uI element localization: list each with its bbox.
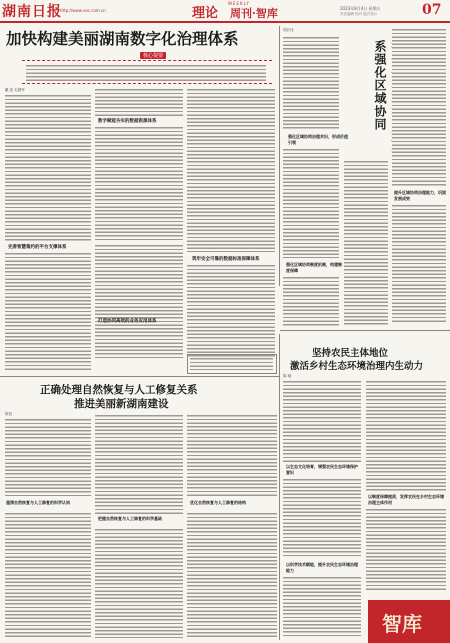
article3-body-col3: [187, 414, 277, 498]
masthead: [0, 0, 450, 22]
article1-subhead4: 打造协同高效的业务应用体系: [98, 319, 157, 324]
article2-body-intro: [283, 36, 339, 130]
article3-subhead3: 把握自然恢复与人工修复的科学基础: [98, 516, 162, 521]
article4-byline: 陈 晓: [283, 374, 292, 378]
article4-subhead3: 以科学技术赋能，提升农民生态环境治理能力: [286, 562, 358, 573]
left-section-divider: [0, 376, 280, 377]
article1-headline: 加快构建美丽湖南数字化治理体系: [6, 29, 239, 48]
article4-body-col1c: [283, 576, 361, 638]
article1-subhead1: 完善智慧集约的平台支撑体系: [8, 245, 67, 250]
logo-url: http://www.voc.com.cn: [60, 8, 106, 13]
article1-subhead2: 数字赋能夯实的数据资源体系: [98, 119, 157, 124]
article3-body-col2: [95, 414, 183, 514]
article4-subhead1: 以生态文化培育，增强农民生态环境保护意识: [286, 464, 358, 475]
column-divider: [279, 26, 280, 286]
newspaper-logo: 湖南日报: [2, 4, 62, 20]
article4-body-col2b: [366, 508, 446, 592]
article1-summary-box: [22, 60, 272, 84]
article1-author-note: [187, 354, 277, 374]
article3-body-col1b: [5, 512, 91, 638]
article3-headline-line1: 正确处理自然恢复与人工修复关系: [40, 384, 198, 396]
article3-body-col1: [5, 418, 91, 498]
masthead-rule: [0, 21, 450, 23]
article3-subhead1: 厘清自然恢复与人工修复的科学认知: [6, 500, 70, 505]
article2-subhead2: 强化区域协同制度机制，构建制度保障: [286, 262, 342, 273]
footer-brand-text: 智库: [382, 612, 422, 636]
article1-body-col1: [5, 94, 91, 242]
article3-subhead2: 优化自然恢复与人工修复的结构: [190, 500, 246, 505]
article3-body-col3b: [187, 512, 277, 638]
article1-byline: 戴 星 毛德军: [5, 88, 25, 92]
article3-headline-line2: 推进美丽新湖南建设: [74, 398, 169, 410]
article3-body-col2b: [95, 528, 183, 638]
article1-body-col3: [187, 88, 275, 252]
article2-headline: 系强化区域协同: [373, 40, 387, 131]
article4-headline-line1: 坚持农民主体地位: [312, 348, 389, 359]
article4-body-col2: [366, 380, 446, 492]
article2-subhead1: 强化区域协同治理共识，形成价值引领: [288, 134, 348, 145]
section-subtitle: 周刊·智库: [230, 7, 278, 20]
article2-subhead3: 提升区域协同治理能力，巩固发展成效: [394, 190, 446, 201]
article1-subhead3: 筑牢安全可靠的数据标准保障体系: [192, 257, 260, 262]
article3-byline: 陈昌: [5, 412, 12, 416]
article4-headline-line2: 激活乡村生态环境治理内生动力: [290, 361, 424, 372]
article2-body-col1: [283, 148, 339, 258]
editor-credits: 责任编辑 校对 版式设计: [340, 12, 378, 16]
article1-body-col2: [95, 88, 183, 116]
article4-subhead2: 以制度保障提质，发挥农民在乡村生态环境治理主体作用: [368, 494, 444, 505]
issue-date: 2023年8月4日 星期五: [340, 6, 381, 11]
article1-body-col2c: [95, 244, 183, 359]
article2-body-col1b: [283, 276, 339, 326]
section-weekly: WEEKLY: [228, 1, 250, 6]
section-title: 理论: [192, 6, 219, 21]
article2-byline: 胡长伟: [283, 28, 294, 32]
article1-body-col3b: [187, 264, 275, 359]
right-section-divider: [280, 330, 450, 331]
article2-body-col3b: [392, 204, 446, 324]
bottom-column-divider: [279, 334, 280, 640]
footer-brand-banner: [368, 600, 450, 643]
article1-summary-tag: 核心提要: [140, 52, 166, 59]
article4-body-col1: [283, 380, 361, 462]
article1-body-col2b: [95, 126, 183, 241]
article4-body-col1b: [283, 478, 361, 558]
page-number: 07: [422, 2, 442, 18]
article1-summary-text: [26, 64, 266, 81]
author-note-text: [190, 357, 273, 370]
article2-body-col3: [392, 28, 446, 186]
article2-body-col2: [344, 160, 388, 325]
article1-body-col1b: [5, 252, 91, 372]
